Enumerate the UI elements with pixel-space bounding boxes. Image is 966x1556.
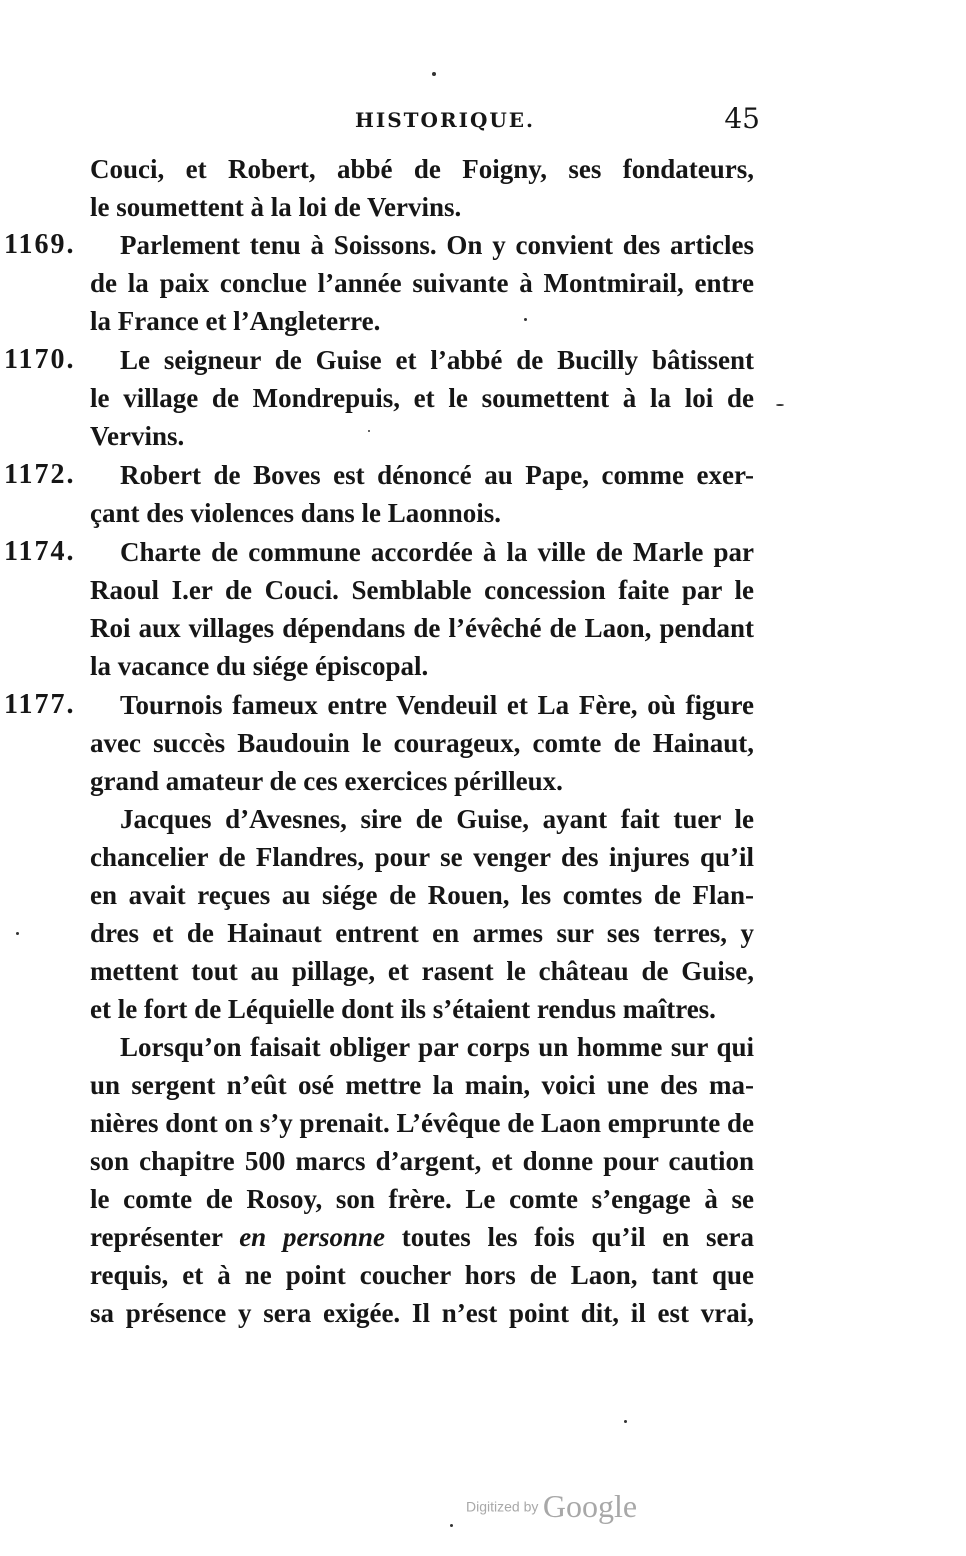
text-line: Jacques d’Avesnes, sire de Guise, ayant fait tuer le (120, 804, 754, 834)
text-line: çant des violences dans le Laonnois. (90, 498, 502, 528)
text-line: Vervins. (90, 421, 185, 451)
text-line: et le fort de Léquielle dont ils s’étaient rendus maîtres. (90, 994, 716, 1024)
text-line: le village de Mondrepuis, et le soumettent à la loi de (90, 383, 754, 413)
text-line: avec succès Baudouin le courageux, comte de Hainaut, (90, 728, 754, 758)
watermark-prefix: Digitized by (466, 1498, 539, 1515)
text-run: toutes les fois qu’il en sera (384, 1222, 754, 1252)
text-line: de la paix conclue l’année suivante à Montmirail, entre (90, 268, 754, 298)
text-line-with-italic (90, 1218, 754, 1256)
year-marker: 1172. (4, 459, 76, 490)
text-line: Raoul I.er de Couci. Semblable concession faite par le (90, 575, 754, 605)
text-line: Charte de commune accordée à la ville de Marle par (120, 537, 754, 567)
text-line: chancelier de Flandres, pour se venger des injures qu’il (90, 842, 754, 872)
year-marker: 1169. (4, 229, 76, 260)
scan-speck (624, 1420, 627, 1423)
text-line: son chapitre 500 marcs d’argent, et donne pour caution (90, 1146, 754, 1176)
text-line: sa présence y sera exigée. Il n’est point dit, il est vrai, (90, 1298, 754, 1328)
scan-speck (450, 1524, 453, 1527)
text-line: la vacance du siége épiscopal. (90, 651, 429, 681)
text-line: mettent tout au pillage, et rasent le château de Guise, (90, 956, 754, 986)
text-line: requis, et à ne point coucher hors de Laon, tant que (90, 1260, 754, 1290)
text-line: Robert de Boves est dénoncé au Pape, comme exer- (120, 460, 754, 490)
scan-speck (776, 404, 784, 406)
year-marker: 1177. (4, 689, 76, 720)
text-line: Le seigneur de Guise et l’abbé de Bucilly bâtissent (120, 345, 754, 375)
text-line: le comte de Rosoy, son frère. Le comte s’engage à se (90, 1184, 754, 1214)
text-line: nières dont on s’y prenait. L’évêque de Laon emprunte de (90, 1108, 754, 1138)
scan-speck (368, 430, 370, 432)
text-line: Lorsqu’on faisait obliger par corps un homme sur qui (120, 1032, 754, 1062)
digitized-watermark (466, 1488, 686, 1525)
text-line: dres et de Hainaut entrent en armes sur ses terres, y (90, 918, 754, 948)
scan-speck (16, 932, 19, 935)
year-marker: 1170. (4, 344, 76, 375)
text-line: un sergent n’eût osé mettre la main, voici une des ma- (90, 1070, 754, 1100)
scan-speck (524, 318, 527, 321)
text-line: grand amateur de ces exercices périlleux. (90, 766, 563, 796)
year-marker: 1174. (4, 536, 76, 567)
text-line: Couci, et Robert, abbé de Foigny, ses fondateurs, (90, 154, 754, 184)
italic-run: en personne (239, 1222, 385, 1252)
text-line: en avait reçues au siége de Rouen, les comtes de Flan- (90, 880, 754, 910)
running-title: HISTORIQUE. (354, 108, 536, 132)
text-line: le soumettent à la loi de Vervins. (90, 192, 462, 222)
google-logo: Google (542, 1488, 638, 1524)
text-line: Parlement tenu à Soissons. On y convient des articles (120, 230, 754, 260)
text-line: Roi aux villages dépendans de l’évêché de Laon, pendant (90, 613, 754, 643)
text-run: représenter (90, 1222, 240, 1252)
scan-speck (432, 72, 436, 76)
page-number: 45 (724, 102, 760, 135)
text-line: Tournois fameux entre Vendeuil et La Fère, où figure (120, 690, 754, 720)
text-line: la France et l’Angleterre. (90, 306, 381, 336)
